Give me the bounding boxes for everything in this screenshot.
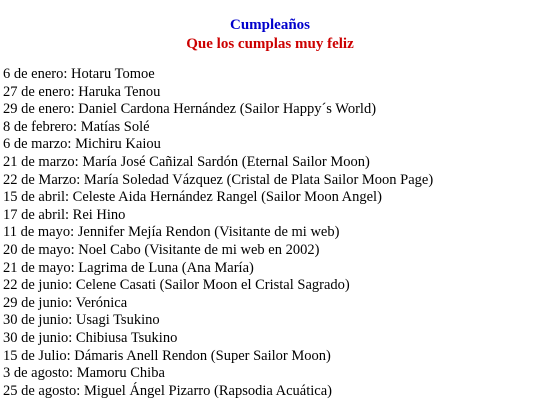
birthday-entry: 6 de enero: Hotaru Tomoe (3, 66, 155, 82)
birthday-entry: 20 de mayo: Noel Cabo (Visitante de mi web en 2002) (3, 241, 320, 258)
birthday-entry: 29 de enero: Daniel Cardona Hernández (Sailor Happy´s World) (3, 101, 377, 118)
birthday-entry: 8 de febrero: Matías Solé (3, 118, 150, 135)
page-subtitle: Que los cumplas muy feliz (186, 36, 354, 52)
page-title: Cumpleaños (229, 17, 311, 33)
birthday-entry: 30 de junio: Chibiusa Tsukino (3, 329, 178, 346)
birthday-entry: 22 de Marzo: María Soledad Vázquez (Cristal de Plata Sailor Moon Page) (3, 171, 434, 188)
birthday-entry: 15 de Julio: Dámaris Anell Rendon (Super Sailor Moon) (3, 347, 331, 364)
birthday-entry: 6 de marzo: Michiru Kaiou (3, 136, 161, 153)
birthday-list (3, 66, 433, 400)
birthday-entry: 11 de mayo: Jennifer Mejía Rendon (Visitante de mi web) (3, 224, 340, 241)
birthday-entry: 30 de junio: Usagi Tsukino (3, 312, 160, 329)
birthday-entry: 29 de junio: Verónica (3, 294, 128, 311)
birthday-entry: 21 de mayo: Lagrima de Luna (Ana María) (3, 259, 254, 276)
birthday-entry: 3 de agosto: Mamoru Chiba (3, 365, 165, 382)
page-header (0, 16, 540, 54)
birthday-entry: 15 de abril: Celeste Aida Hernández Rangel (Sailor Moon Angel) (3, 189, 382, 206)
birthday-entry: 21 de marzo: María José Cañizal Sardón (Eternal Sailor Moon) (3, 153, 370, 170)
birthday-entry: 17 de abril: Rei Hino (3, 206, 126, 223)
birthday-entry: 25 de agosto: Miguel Ángel Pizarro (Rapsodia Acuática) (3, 382, 332, 399)
birthday-entry: 22 de junio: Celene Casati (Sailor Moon el Cristal Sagrado) (3, 277, 350, 294)
birthday-entry: 27 de enero: Haruka Tenou (3, 83, 161, 100)
